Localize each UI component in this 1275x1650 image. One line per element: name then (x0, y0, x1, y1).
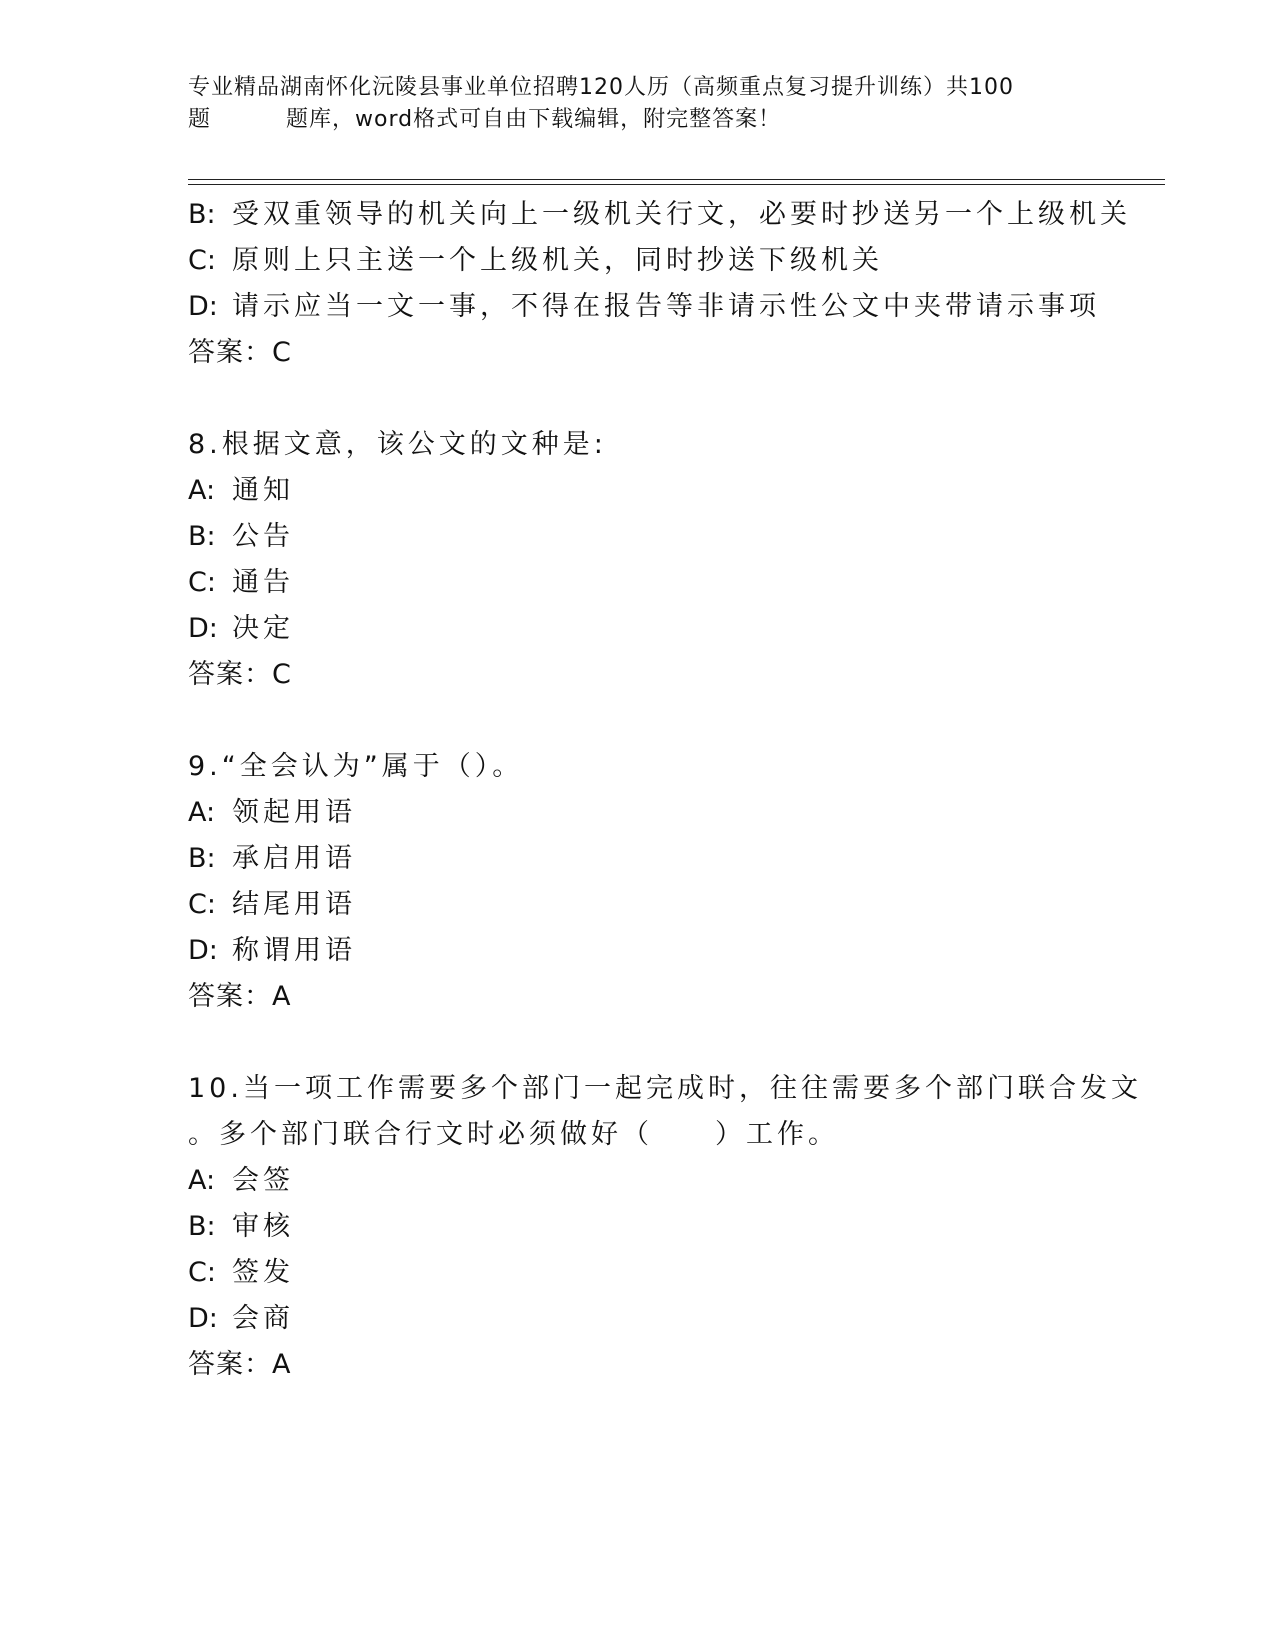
q8-option-b (188, 514, 1088, 560)
option-key: C: (188, 1257, 216, 1288)
option-key: B: (188, 843, 216, 874)
header-title-line2-lead: 题 (188, 107, 212, 132)
option-text: 请示应当一文一事，不得在报告等非请示性公文中夹带请示事项 (232, 291, 1100, 322)
q10-option-b (188, 1204, 1088, 1250)
spacer (188, 1020, 1088, 1066)
q9-option-d (188, 928, 1088, 974)
spacer (188, 376, 1088, 422)
header-divider-top (188, 179, 1165, 180)
option-key: C: (188, 889, 216, 920)
document-header (188, 72, 1088, 136)
q8-answer: 答案：C (188, 659, 292, 690)
header-divider-bottom (188, 184, 1165, 185)
q10-option-a (188, 1158, 1088, 1204)
q7-option-d (188, 284, 1100, 330)
option-text: 原则上只主送一个上级机关，同时抄送下级机关 (232, 245, 883, 276)
header-title-line2-rest: 题库，word格式可自由下载编辑，附完整答案！ (286, 107, 782, 132)
q8-option-a (188, 468, 1088, 514)
option-text: 审核 (232, 1211, 294, 1242)
q9-option-c (188, 882, 1088, 928)
q10-option-c (188, 1250, 1088, 1296)
option-text: 结尾用语 (232, 889, 356, 920)
option-key: B: (188, 199, 216, 230)
q10-answer: 答案：A (188, 1349, 292, 1380)
option-key: A: (188, 1165, 216, 1196)
q8-option-d (188, 606, 1088, 652)
option-key: C: (188, 567, 216, 598)
q9-option-b (188, 836, 1088, 882)
option-key: D: (188, 935, 218, 966)
question-list (188, 192, 1142, 1388)
q8-question: 8.根据文意，该公文的文种是: (188, 429, 607, 460)
option-text: 公告 (232, 521, 294, 552)
option-key: D: (188, 291, 218, 322)
header-title-line1: 专业精品湖南怀化沅陵县事业单位招聘120人历（高频重点复习提升训练）共100 (188, 75, 1014, 100)
option-text: 通告 (232, 567, 294, 598)
q10-question-line2: 。多个部门联合行文时必须做好（ ）工作。 (188, 1119, 839, 1150)
option-key: B: (188, 521, 216, 552)
option-text: 通知 (232, 475, 294, 506)
q9-question: 9.“全会认为”属于（）。 (188, 751, 524, 782)
option-key: A: (188, 475, 216, 506)
option-key: B: (188, 1211, 216, 1242)
q9-option-a (188, 790, 1088, 836)
option-text: 决定 (232, 613, 294, 644)
option-key: C: (188, 245, 216, 276)
q7-option-c (188, 238, 1088, 284)
option-text: 承启用语 (232, 843, 356, 874)
option-key: D: (188, 613, 218, 644)
q10-option-d (188, 1296, 1088, 1342)
q7-answer: 答案：C (188, 337, 292, 368)
option-text: 签发 (232, 1257, 294, 1288)
q8-option-c (188, 560, 1088, 606)
option-key: A: (188, 797, 216, 828)
q10-question-line1: 10.当一项工作需要多个部门一起完成时，往往需要多个部门联合发文 (188, 1073, 1142, 1104)
option-text: 领起用语 (232, 797, 356, 828)
option-text: 受双重领导的机关向上一级机关行文，必要时抄送另一个上级机关 (232, 199, 1131, 230)
spacer (188, 698, 1088, 744)
option-text: 称谓用语 (232, 935, 356, 966)
option-key: D: (188, 1303, 218, 1334)
option-text: 会商 (232, 1303, 294, 1334)
option-text: 会签 (232, 1165, 294, 1196)
q7-option-b (188, 192, 1131, 238)
header-title-line2 (188, 104, 1088, 136)
q9-answer: 答案：A (188, 981, 292, 1012)
